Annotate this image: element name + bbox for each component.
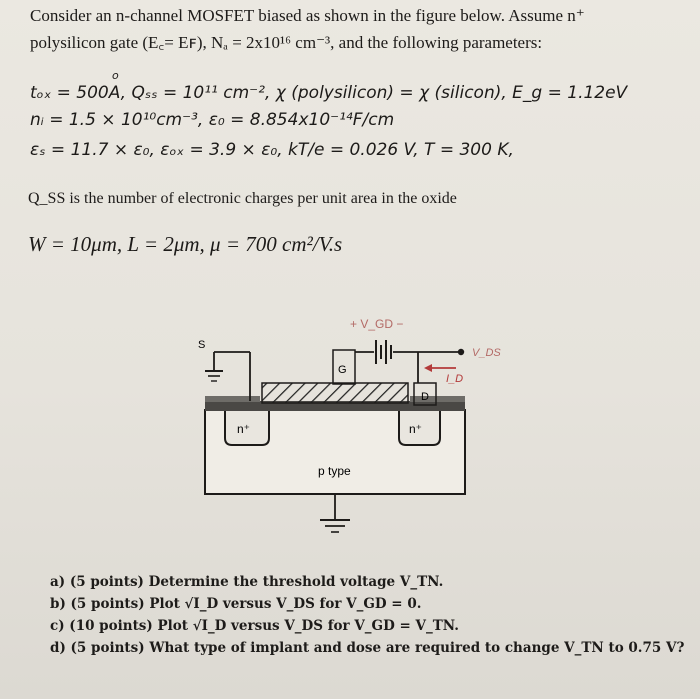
device-dimensions: W = 10μm, L = 2μm, μ = 700 cm²/V.s [28, 232, 343, 256]
question-d: d) (5 points) What type of implant and dose are required to change V_TN to 0.75 V? [50, 640, 685, 656]
id-label: I_D [446, 373, 464, 385]
drain-label: D [421, 391, 429, 403]
params-line-3: εₛ = 11.7 × ε₀, εₒₓ = 3.9 × ε₀, kT/e = 0.026 V, T = 300 K, [30, 140, 514, 160]
gate-electrode [262, 383, 408, 403]
params-line-2: nᵢ = 1.5 × 10¹⁰cm⁻³, ε₀ = 8.854x10⁻¹⁴F/cm [30, 110, 395, 130]
params-line-1: tₒₓ = 500A, Qₛₛ = 10¹¹ cm⁻², χ (polysilicon) = χ (silicon), E_g = 1.12eV [30, 83, 628, 103]
field-oxide-left [205, 396, 260, 402]
intro-line-1: Consider an n-channel MOSFET biased as shown in the figure below. Assume n⁺ [30, 6, 585, 25]
field-oxide-right [410, 396, 465, 402]
question-a: a) (5 points) Determine the threshold voltage V_TN. [50, 574, 444, 590]
question-c: c) (10 points) Plot √I_D versus V_DS for V_GD = V_TN. [50, 618, 459, 634]
n-plus-right-label: n⁺ [409, 422, 423, 436]
question-b: b) (5 points) Plot √I_D versus V_DS for V_GD = 0. [50, 596, 422, 612]
vds-label: V_DS [472, 347, 501, 359]
source-label: S [198, 339, 206, 351]
substrate-label: p type [318, 464, 351, 478]
n-plus-left-label: n⁺ [237, 422, 251, 436]
angstrom-mark: o [112, 69, 119, 82]
qss-definition: Q_SS is the number of electronic charges per unit area in the oxide [28, 190, 457, 207]
intro-line-2: polysilicon gate (E꜀= Eꜰ), Nₐ = 2x10¹⁶ cm⁻³, and the following parameters: [30, 33, 543, 52]
battery-icon [376, 340, 391, 364]
drain-node-dot [458, 349, 464, 355]
gate-label: G [338, 364, 347, 376]
vgd-label: + V_GD − [350, 317, 404, 331]
